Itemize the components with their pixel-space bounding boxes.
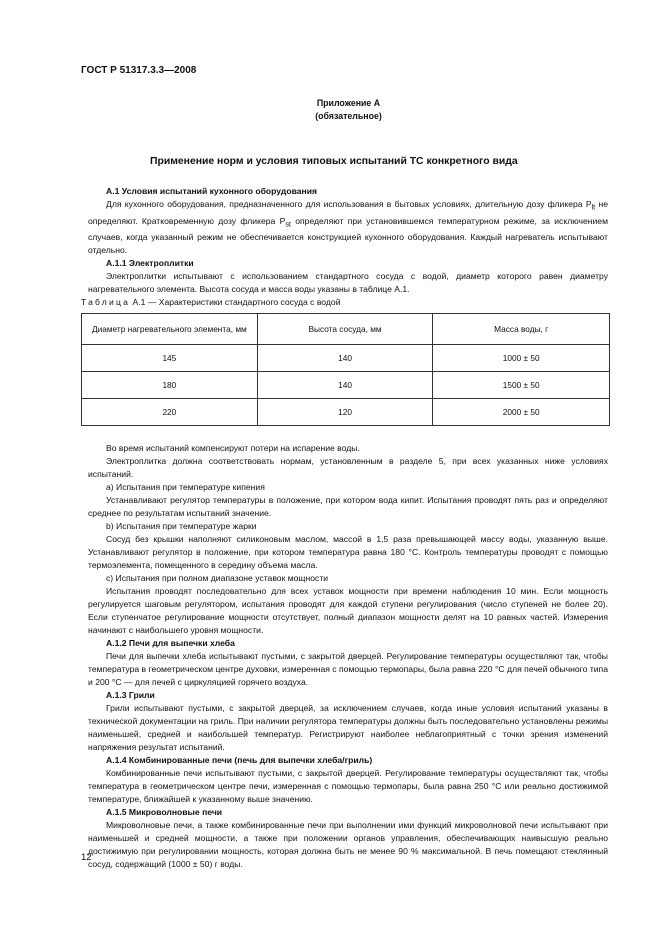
- section-a11-paragraph: Электроплитки испытывают с использованием стандартного сосуда с водой, диаметр которого равен диаметру нагревательного элемента. Высота сосуда и масса воды указаны в таблице А.1.: [88, 271, 608, 295]
- paragraph: Электроплитка должна соответствовать нормам, установленным в разделе 5, при всех указанных ниже условиях испытаний.: [88, 456, 608, 479]
- table-row: [82, 345, 610, 372]
- list-item-c-label: с) Испытания при полном диапазоне уставок мощности: [106, 573, 329, 583]
- section-a14-paragraph: Комбинированные печи испытывают пустыми, с закрытой дверцей. Регулирование температуры осуществляют так, чтобы температура в геометрическом центре печи, измеренная с помощью термопары, была равна 250 °С или реально достижимой температуре, ближайшей к указанному выше значению.: [88, 768, 608, 804]
- section-a15-heading: А.1.5 Микроволновые печи: [106, 807, 223, 817]
- table-row: [82, 372, 610, 399]
- table-row: [82, 399, 610, 426]
- section-a1-heading: А.1 Условия испытаний кухонного оборудования: [106, 186, 318, 196]
- annex-title: Приложение А: [316, 98, 381, 108]
- table-caption: [81, 296, 341, 309]
- table-cell: 180: [82, 372, 258, 399]
- a1-subscript-st: st: [285, 220, 291, 229]
- table-caption-rest: А.1 — Характеристики стандартного сосуда с водой: [130, 297, 341, 307]
- table-header-cell: Масса воды, г: [433, 314, 610, 345]
- table-cell: 1000 ± 50: [433, 345, 610, 372]
- annex-status: (обязательное): [315, 111, 382, 121]
- a1-text-part1: Для кухонного оборудования, предназначенного для использования в бытовых условиях, длительную дозу фликера P: [106, 199, 592, 209]
- table-header-cell: Высота сосуда, мм: [257, 314, 433, 345]
- list-item-b-label: b) Испытания при температуре жарки: [106, 521, 257, 531]
- document-title: Применение норм и условия типовых испытаний ТС конкретного вида: [150, 156, 518, 167]
- list-item-b-text: Сосуд без крышки наполняют силиконовым маслом, массой в 1,5 раза превышающей массу воды, указанную выше. Устанавливают регулятор в положение, при котором температура равна 180 °С. Контроль температуры проводят с помощью термоэлемента, помещенного в середину объема масла.: [88, 534, 608, 570]
- table-cell: 1500 ± 50: [433, 372, 610, 399]
- table-cell: 120: [257, 399, 433, 426]
- vessel-table: [81, 313, 610, 426]
- section-a1-paragraph: [88, 198, 608, 257]
- section-a12-paragraph: Печи для выпечки хлеба испытывают пустыми, с закрытой дверцей. Регулирование температуры осуществляют так, чтобы температура в геометрическом центре духовки, измеренная с помощью термопары, была равна 220 °С для печей обычного типа и 200 °С — для печей с циркуляцией горячего воздуха.: [88, 651, 608, 687]
- page-number: 12: [81, 852, 92, 863]
- text-block-lower: [88, 442, 608, 871]
- table-cell: 220: [82, 399, 258, 426]
- standard-header: ГОСТ Р 51317.3.3—2008: [81, 65, 197, 76]
- a1-text-part2: не определяют. Кратковременную дозу фликера P: [88, 199, 608, 226]
- table-caption-word: Таблица: [81, 297, 131, 307]
- list-item-a-label: а) Испытания при температуре кипения: [106, 482, 265, 492]
- section-a13-paragraph: Грили испытывают пустыми, с закрытой дверцей, за исключением случаев, когда иные условия испытаний указаны в технической документации на гриль. При наличии регулятора температуры должны быть последовательно установлены режимы наименьшей, средней и наибольшей температур. Регистрируют наиболее неблагоприятный с точки зрения изменений напряжения результат испытаний.: [88, 703, 608, 752]
- list-item-c-text: Испытания проводят последовательно для всех уставок мощности при времени наблюдения 10 мин. Если мощность регулируется шаговым регулятором, испытания проводят для каждой ступени регулирования (число ступеней не более 20). Если ступенчатое регулирование мощности отсутствует, полный диапазон мощности делят на 10 равных частей. Измерения начинают с наибольшего уровня мощности.: [88, 586, 608, 635]
- a1-text-part3: определяют при установившемся температурном режиме, за исключением случаев, когда указанный режим не обеспечивается конструкцией кухонного оборудования. Каждый нагреватель испытывают отдельно.: [88, 215, 608, 256]
- table-cell: 140: [257, 372, 433, 399]
- text-block-upper: [88, 185, 608, 296]
- list-item-a-text: Устанавливают регулятор температуры в положение, при котором вода кипит. Испытания проводят пять раз и определяют среднее по результатам испытаний значение.: [88, 495, 608, 518]
- section-a15-paragraph: Микроволновые печи, а также комбинированные печи при выполнении ими функций микроволновой печи испытывают при наименьшей и средней мощности, а также при положении органов управления, обеспечивающих наивысшую реально достижимую при регулировании мощность, которая должна быть не менее 90 % максимальной. В печь помещают стеклянный сосуд, содержащий (1000 ± 50) г воды.: [88, 820, 608, 869]
- section-a13-heading: А.1.3 Грили: [106, 690, 155, 700]
- section-a11-heading: А.1.1 Электроплитки: [106, 258, 194, 269]
- section-a12-heading: А.1.2 Печи для выпечки хлеба: [106, 638, 235, 648]
- section-a14-heading: А.1.4 Комбинированные печи (печь для выпечки хлеба/гриль): [106, 755, 373, 765]
- table-cell: 145: [82, 345, 258, 372]
- paragraph: Во время испытаний компенсируют потери на испарение воды.: [106, 443, 360, 453]
- table-header-row: [82, 314, 610, 345]
- table-cell: 140: [257, 345, 433, 372]
- a1-subscript-lt: lt: [591, 203, 596, 212]
- table-header-cell: Диаметр нагревательного элемента, мм: [82, 314, 258, 345]
- table-cell: 2000 ± 50: [433, 399, 610, 426]
